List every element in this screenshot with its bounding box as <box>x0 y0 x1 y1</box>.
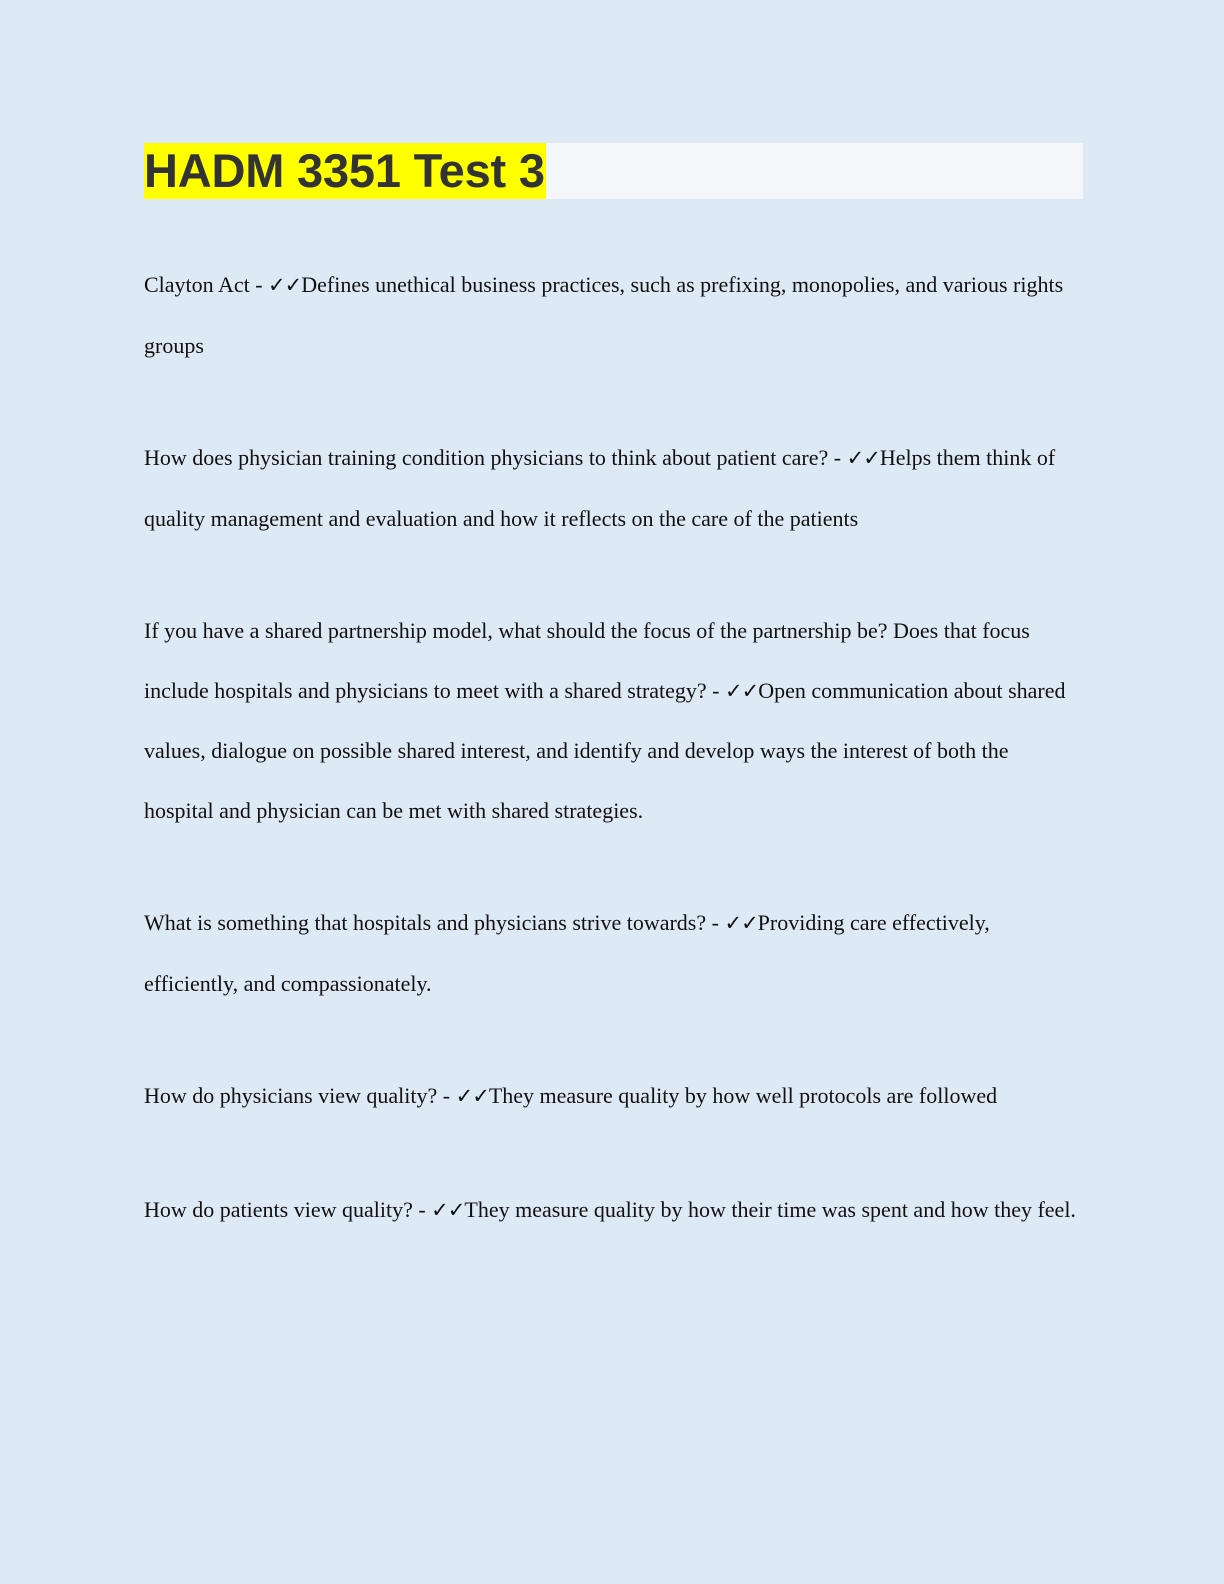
answer-text: Providing care effectively, efficiently, and compassionately. <box>144 910 990 996</box>
answer-text: Defines unethical business practices, such as prefixing, monopolies, and various rights groups <box>144 272 1064 358</box>
check-mark-icon: ✓✓ <box>268 273 302 297</box>
document-page <box>144 143 1084 1293</box>
check-mark-icon: ✓✓ <box>455 1084 489 1108</box>
qa-item-patients-view-quality <box>144 1180 1079 1241</box>
qa-item-shared-partnership <box>144 601 1079 840</box>
answer-text: Helps them think of quality management and evaluation and how it reflects on the care of the patients <box>144 445 1056 531</box>
check-mark-icon: ✓✓ <box>724 911 758 935</box>
check-mark-icon: ✓✓ <box>846 446 880 470</box>
question-text: What is something that hospitals and physicians strive towards? - <box>144 910 725 935</box>
question-text: How do patients view quality? - <box>144 1196 432 1222</box>
question-text: Clayton Act - <box>144 272 269 297</box>
answer-text: They measure quality by how well protocols are followed <box>488 1083 998 1108</box>
qa-item-clayton-act <box>144 255 1079 375</box>
answer-text: Open communication about shared values, dialogue on possible shared interest, and identify and develop ways the interest of both the hospital and physician can be met with shared strategies. <box>144 677 1066 823</box>
qa-item-physician-training <box>144 428 1079 548</box>
check-mark-icon: ✓✓ <box>431 1197 465 1222</box>
qa-list <box>144 255 1084 1240</box>
qa-item-strive-towards <box>144 893 1079 1013</box>
question-text: If you have a shared partnership model, what should the focus of the partnership be? Does that focus include hospitals and physicians to meet with a shared strategy? - <box>144 618 1030 703</box>
check-mark-icon: ✓✓ <box>725 678 759 703</box>
qa-item-physicians-view-quality <box>144 1066 1079 1127</box>
title-bar <box>144 143 1083 199</box>
question-text: How does physician training condition physicians to think about patient care? - <box>144 445 847 470</box>
document-title: HADM 3351 Test 3 <box>144 144 545 197</box>
question-text: How do physicians view quality? - <box>144 1083 456 1108</box>
answer-text: They measure quality by how their time was spent and how they feel. <box>464 1196 1076 1222</box>
